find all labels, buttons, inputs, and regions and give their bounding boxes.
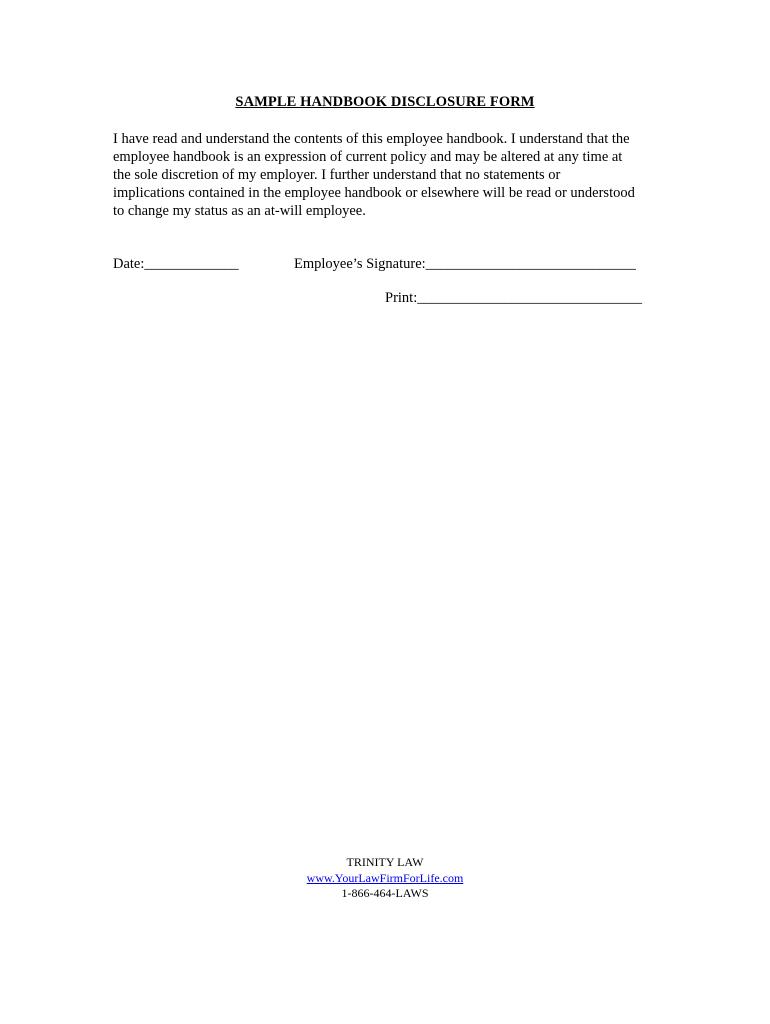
paragraph-line: I have read and understand the contents of this employee handbook. I understand that the (113, 131, 630, 147)
website-link[interactable]: www.YourLawFirmForLife.com (306, 870, 464, 885)
footer (0, 855, 770, 902)
print-name-field[interactable]: Print:_______________________________ (385, 290, 642, 306)
paragraph-line: employee handbook is an expression of current policy and may be altered at any time at (113, 149, 623, 165)
firm-name: TRINITY LAW (346, 855, 424, 869)
form-title: SAMPLE HANDBOOK DISCLOSURE FORM (235, 94, 535, 110)
paragraph-line: implications contained in the employee handbook or elsewhere will be read or understood (113, 185, 635, 201)
disclosure-paragraph (113, 130, 665, 220)
paragraph-line: to change my status as an at-will employee. (113, 203, 366, 219)
employee-signature-field[interactable]: Employee’s Signature:_____________________________ (294, 256, 636, 272)
date-field[interactable]: Date:_____________ (113, 256, 239, 272)
paragraph-line: the sole discretion of my employer. I further understand that no statements or (113, 167, 561, 183)
phone-number: 1-866-464-LAWS (341, 886, 429, 900)
